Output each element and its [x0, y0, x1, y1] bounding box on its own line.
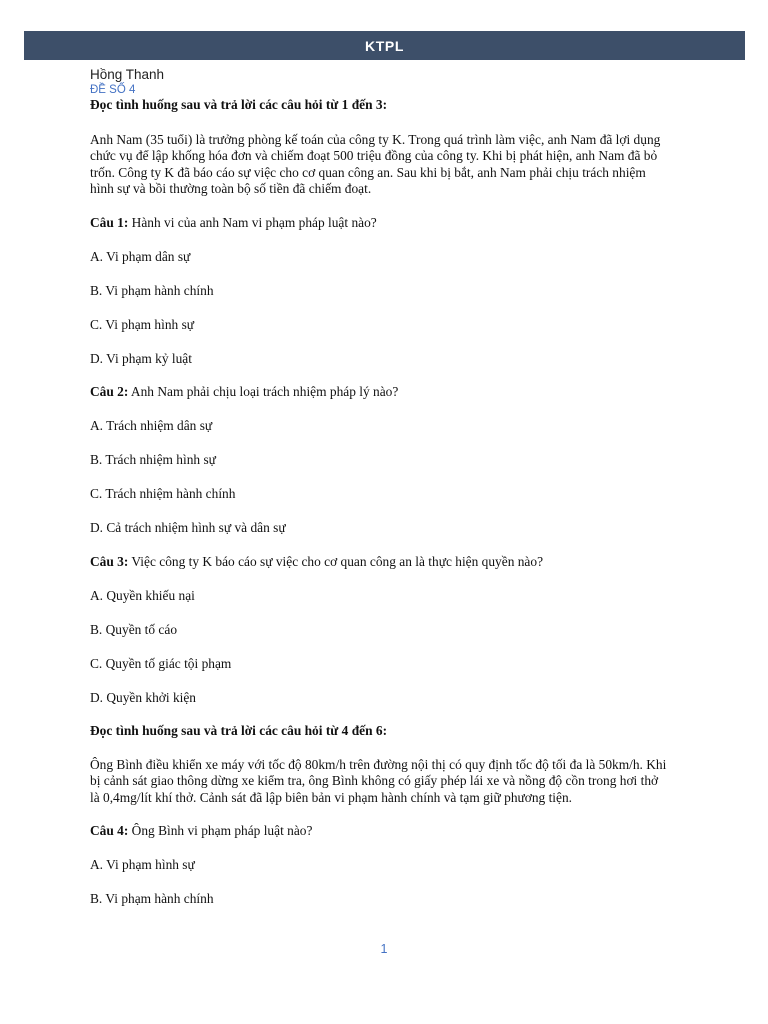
question-label: Câu 4: — [90, 823, 129, 838]
answer-option: B. Vi phạm hành chính — [90, 282, 214, 298]
answer-option: A. Quyền khiếu nại — [90, 587, 195, 603]
question-label: Câu 3: — [90, 553, 129, 569]
exam-subtitle: ĐỀ SỐ 4 — [90, 84, 136, 96]
document-body — [90, 66, 670, 908]
header-title: KTPL — [365, 37, 404, 54]
question-text: Anh Nam phải chịu loại trách nhiệm pháp lý nào? — [128, 384, 399, 399]
header-bar — [24, 31, 745, 60]
section2-passage: Ông Bình điều khiển xe máy với tốc độ 80km/h trên đường nội thị có quy định tốc độ tối đa là 50km/h. Khi bị cảnh sát giao thông dừng xe kiểm tra, ông Bình không có giấy phép lái xe và nồng độ cồn trong hơi thở là 0,4mg/lít khí thở. Cảnh sát đã lập biên bản vi phạm hành chính và tạm giữ phương tiện. — [90, 756, 667, 805]
page-number: 1 — [380, 942, 388, 956]
answer-option: C. Vi phạm hình sự — [90, 316, 195, 332]
question-label: Câu 1: — [90, 214, 129, 230]
answer-option: B. Trách nhiệm hình sự — [90, 452, 216, 467]
question-4 — [90, 823, 670, 908]
question-1 — [90, 215, 670, 368]
answer-option: A. Vi phạm hình sự — [90, 857, 195, 872]
section1-passage: Anh Nam (35 tuổi) là trưởng phòng kế toán của công ty K. Trong quá trình làm việc, anh Nam đã lợi dụng chức vụ để lập khống hóa đơn và chiếm đoạt 500 triệu đồng của công ty. Khi bị phát hiện, anh Nam đã bỏ trốn. Công ty K đã báo cáo sự việc cho cơ quan công an. Sau khi bị bắt, anh Nam phải chịu trách nhiệm hình sự và bồi thường toàn bộ số tiền đã chiếm đoạt. — [90, 131, 661, 196]
section2-instruction: Đọc tình huống sau và trả lời các câu hỏi từ 4 đến 6: — [90, 723, 388, 738]
answer-option: C. Quyền tố giác tội phạm — [90, 655, 232, 671]
question-text: Hành vi của anh Nam vi phạm pháp luật nào? — [128, 214, 377, 230]
answer-option: D. Cả trách nhiệm hình sự và dân sự — [90, 520, 286, 535]
answer-option: C. Trách nhiệm hành chính — [90, 486, 236, 501]
section1-instruction: Đọc tình huống sau và trả lời các câu hỏi từ 1 đến 3: — [90, 97, 388, 112]
question-text: Ông Bình vi phạm pháp luật nào? — [128, 823, 313, 838]
question-text: Việc công ty K báo cáo sự việc cho cơ quan công an là thực hiện quyền nào? — [128, 553, 544, 569]
answer-option: B. Vi phạm hành chính — [90, 891, 214, 906]
question-label: Câu 2: — [90, 384, 129, 399]
author-name: Hồng Thanh — [90, 67, 165, 82]
question-2 — [90, 384, 670, 537]
answer-option: A. Vi phạm dân sự — [90, 248, 191, 264]
question-3 — [90, 554, 670, 707]
answer-option: A. Trách nhiệm dân sự — [90, 418, 213, 433]
answer-option: D. Quyền khởi kiện — [90, 689, 197, 705]
answer-option: D. Vi phạm kỷ luật — [90, 350, 192, 366]
answer-option: B. Quyền tố cáo — [90, 621, 178, 637]
